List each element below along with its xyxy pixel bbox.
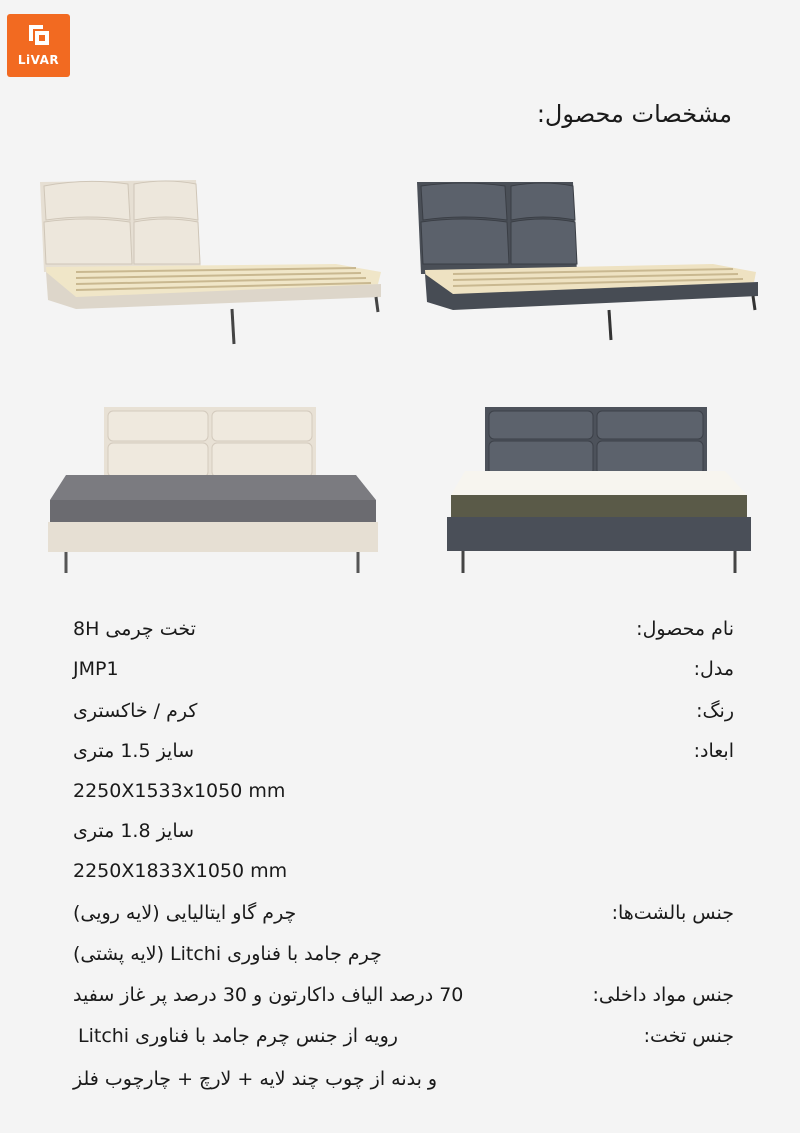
spec-value-bed-2: و بدنه از چوب چند لایه + لارچ + چارچوب فلز [73, 1068, 438, 1090]
bed-image-gray-angled [413, 178, 763, 343]
bed-image-cream-front [46, 405, 386, 577]
spec-label-model: مدل: [693, 658, 734, 680]
spec-label-dimensions: ابعاد: [693, 740, 734, 762]
spec-value-dimensions-1: 2250X1533x1050 mm [73, 780, 286, 802]
spec-value-size-1: سایز 1.5 متری [73, 740, 195, 762]
spec-label-filling-material: جنس مواد داخلی: [592, 984, 734, 1006]
bed-image-gray-front [443, 405, 755, 577]
spec-value-cushion-1: چرم گاو ایتالیایی (لایه رویی) [73, 902, 297, 924]
logo-icon [26, 22, 52, 48]
spec-value-color: کرم / خاکستری [73, 700, 198, 722]
spec-value-filling: 70 درصد الیاف داکارتون و 30 درصد پر غاز سفید [73, 984, 464, 1006]
spec-value-model: JMP1 [73, 658, 119, 680]
page-title: مشخصات محصول: [536, 100, 732, 128]
spec-value-size-2: سایز 1.8 متری [73, 820, 195, 842]
spec-value-bed-1: رویه از جنس چرم جامد با فناوری Litchi [78, 1025, 398, 1047]
spec-label-color: رنگ: [696, 700, 734, 722]
spec-value-cushion-2: چرم جامد با فناوری Litchi (لایه پشتی) [73, 943, 382, 965]
spec-label-bed-material: جنس تخت: [643, 1025, 734, 1047]
logo-text: LiVAR [17, 53, 60, 67]
spec-label-cushion-material: جنس بالشت‌ها: [611, 902, 734, 924]
spec-value-dimensions-2: 2250X1833X1050 mm [73, 860, 288, 882]
brand-logo [7, 14, 70, 77]
spec-label-product-name: نام محصول: [636, 618, 734, 640]
bed-image-cream-angled [36, 172, 386, 347]
spec-value-product-name: تخت چرمی 8H [73, 618, 196, 640]
